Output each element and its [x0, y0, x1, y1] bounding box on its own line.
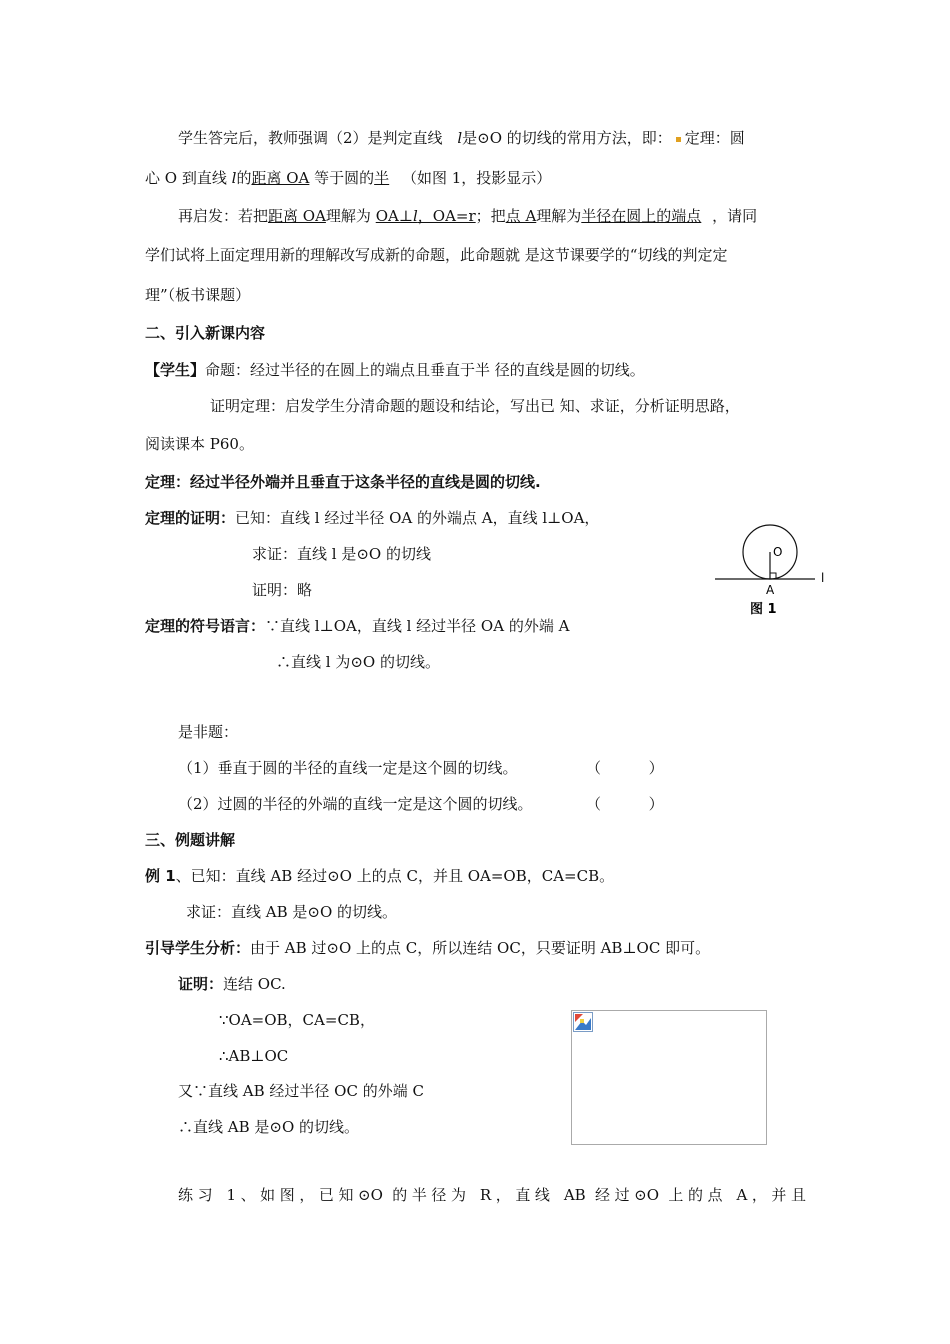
para2-line3: 理”（板书课题） — [145, 286, 251, 304]
image-placeholder — [571, 1010, 767, 1145]
para2-line1: 再启发：若把距离 OA理解为 OA⊥l，OA=r；把点 A理解为半径在圆上的端点 ，请同 — [178, 207, 758, 225]
proof-line3: ∴AB⊥OC — [219, 1047, 289, 1065]
proof-guide: 证明定理：启发学生分清命题的题设和结论，写出已 知、求证，分析证明思路， — [210, 397, 740, 415]
proof-line4: 又∵直线 AB 经过半径 OC 的外端 C — [178, 1082, 424, 1100]
label-a: A — [766, 583, 775, 597]
theorem-statement: 定理：经过半径外端并且垂直于这条半径的直线是圆的切线. — [145, 473, 541, 491]
example1-prove: 求证：直线 AB 是⊙O 的切线。 — [186, 903, 398, 921]
label-o: O — [773, 545, 783, 559]
proof-line1: 证明：连结 OC. — [178, 975, 286, 993]
example1-given: 例 1、已知：直线 AB 经过⊙O 上的点 C，并且 OA=OB，CA=CB。 — [145, 867, 615, 885]
true-false-q1: （1）垂直于圆的半径的直线一定是这个圆的切线。 （ ） — [178, 759, 664, 777]
para1-line2: 心 O 到直线 l的距离 OA 等于圆的半 （如图 1，投影显示） — [145, 169, 552, 187]
para1-line1: 学生答完后，教师强调（2）是判定直线 l是⊙O 的切线的常用方法，即： 定理：圆 — [178, 129, 745, 147]
proof-line2: ∵OA=OB，CA=CB， — [219, 1011, 375, 1029]
broken-image-icon — [573, 1012, 593, 1032]
theorem-proof-given: 定理的证明：已知：直线 l 经过半径 OA 的外端点 A，直线 l⊥OA， — [145, 509, 600, 527]
label-l: l — [821, 571, 825, 585]
proof-guide-2: 阅读课本 P60。 — [145, 435, 254, 453]
practice-1: 练习 1、如图，已知⊙O 的半径为 R，直线 AB 经过⊙O 上的点 A，并且 — [178, 1186, 806, 1204]
guide-analysis: 引导学生分析：由于 AB 过⊙O 上的点 C，所以连结 OC，只要证明 AB⊥OC 即可。 — [145, 939, 711, 957]
symbolic-line2: ∴直线 l 为⊙O 的切线。 — [276, 653, 440, 671]
section-heading-2: 二、引入新课内容 — [145, 324, 266, 342]
para2-line2: 学们试将上面定理用新的理解改写成新的命题，此命题就 是这节课要学的“切线的判定定 — [145, 246, 728, 264]
true-false-title: 是非题： — [178, 723, 239, 741]
theorem-proof-proof: 证明：略 — [252, 581, 313, 599]
figure-caption: 图 1 — [750, 602, 777, 617]
figure-1-diagram — [715, 522, 835, 622]
theorem-proof-prove: 求证：直线 l 是⊙O 的切线 — [252, 545, 431, 563]
marker-dot — [676, 137, 681, 142]
true-false-q2: （2）过圆的半径的外端的直线一定是这个圆的切线。 （ ） — [178, 795, 664, 813]
proof-line5: ∴直线 AB 是⊙O 的切线。 — [178, 1118, 360, 1136]
section-heading-3: 三、例题讲解 — [145, 831, 236, 849]
symbolic-line1: 定理的符号语言：∵直线 l⊥OA，直线 l 经过半径 OA 的外端 A — [145, 617, 570, 635]
student-proposition: 【学生】命题：经过半径的在圆上的端点且垂直于半 径的直线是圆的切线。 — [145, 361, 645, 379]
